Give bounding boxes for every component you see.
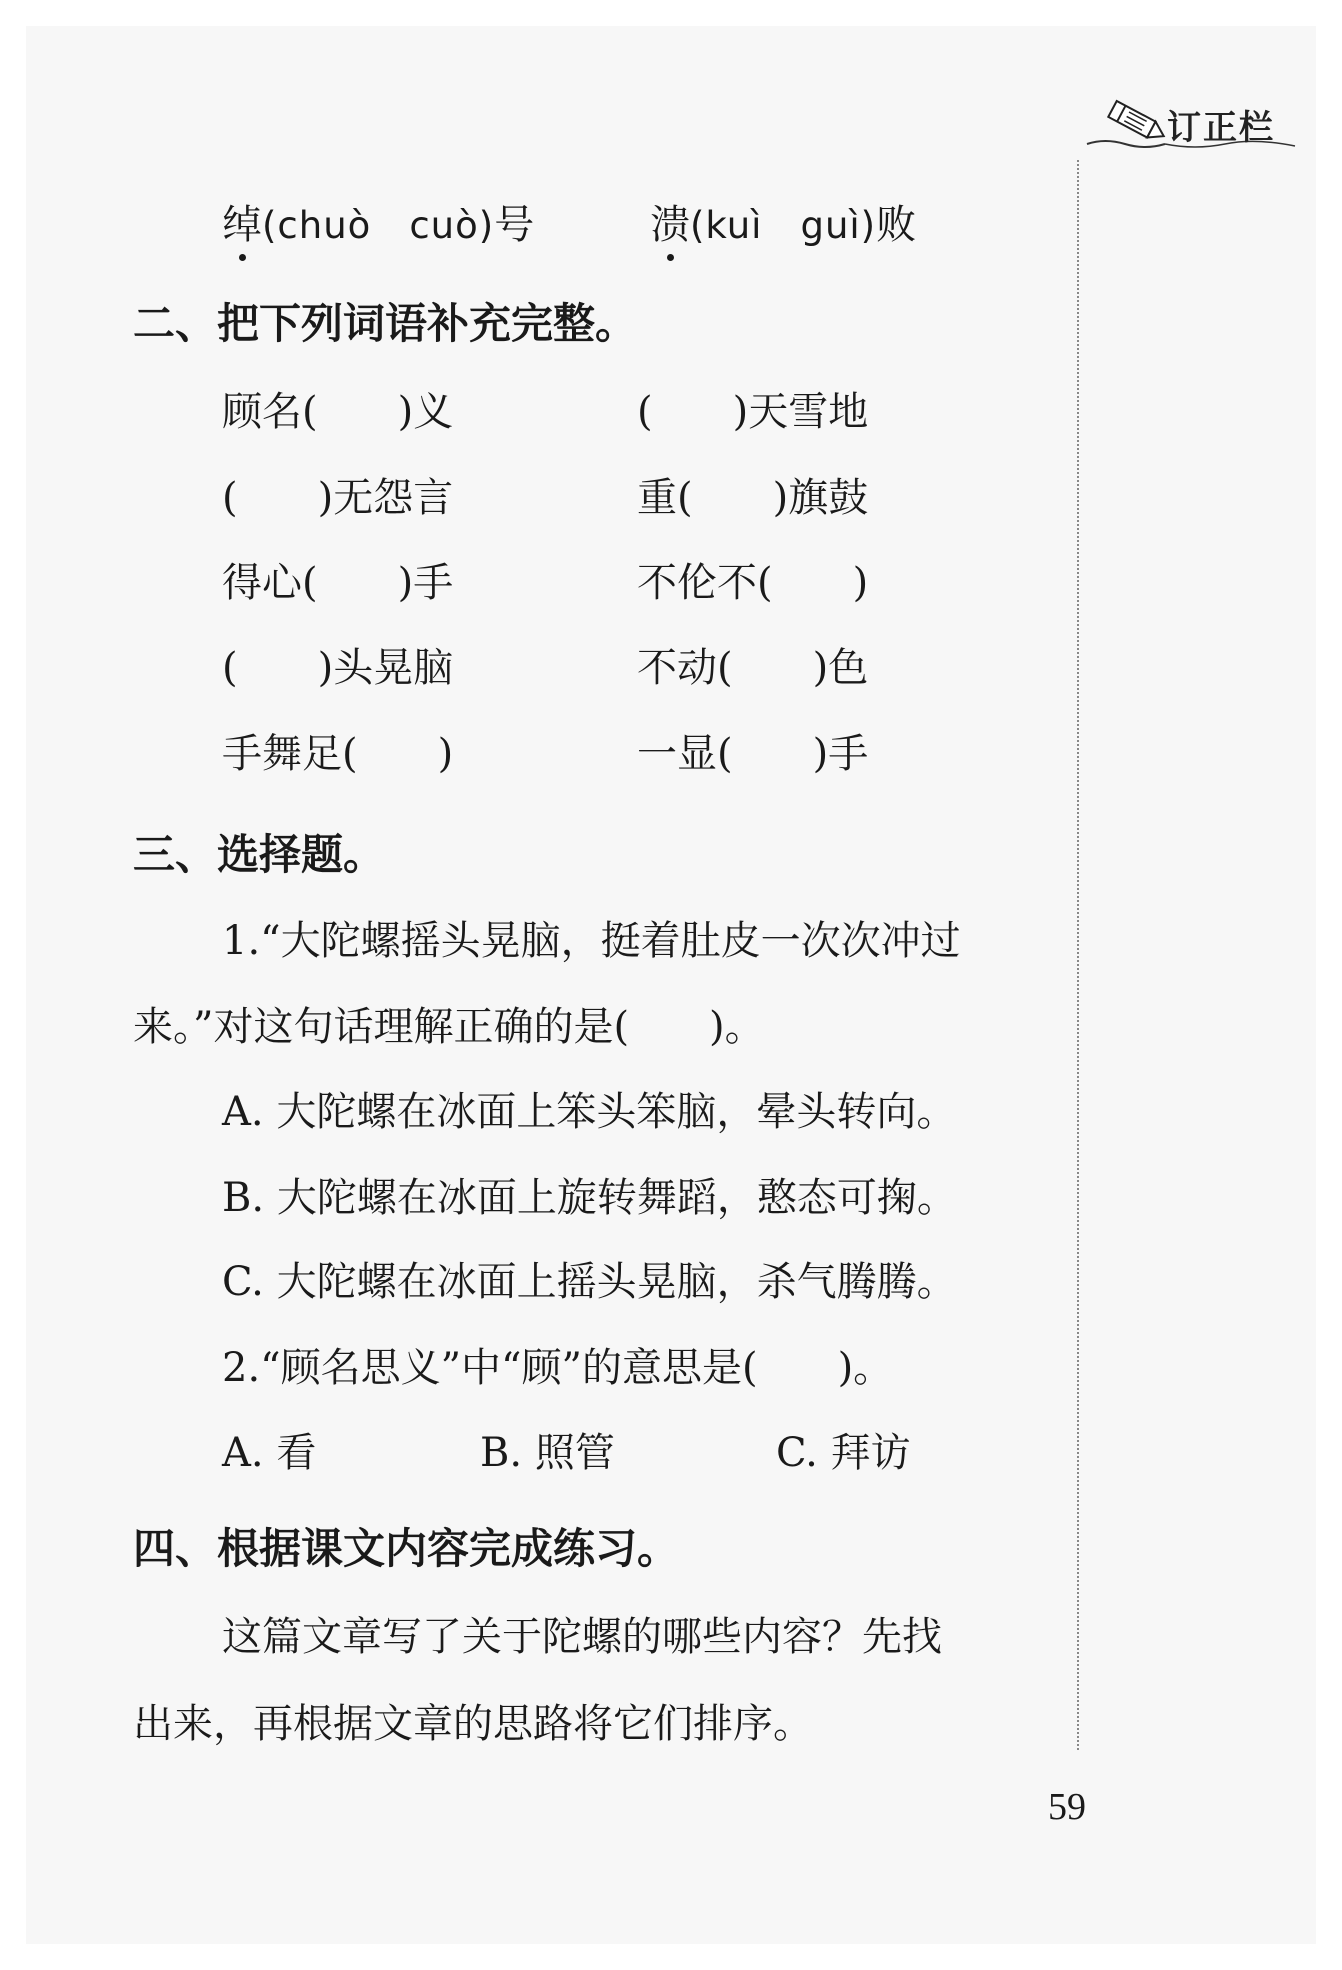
answer-option: C. 拜访 [776,1430,911,1476]
correction-column-title: 订正栏 [1167,108,1275,148]
correction-column-header [1085,92,1315,162]
idiom-item: 重( )旗鼓 [637,475,869,521]
emphasis-char: 溃 [650,202,690,248]
pinyin-options: (chuò cuò) [262,204,495,247]
word-suffix: 败 [876,202,917,248]
idiom-item: 得心( )手 [222,560,454,606]
idiom-item: ( )天雪地 [637,389,869,435]
emphasis-char: 绰 [222,202,262,248]
question-text: 2.“顾名思义”中“顾”的意思是( )。 [222,1345,894,1391]
page-number: 59 [1048,1786,1086,1828]
exercise-text: 出来，再根据文章的思路将它们排序。 [133,1701,813,1747]
question-text: 来。”对这句话理解正确的是( )。 [133,1004,765,1050]
answer-option: A. 大陀螺在冰面上笨头笨脑，晕头转向。 [222,1089,957,1135]
pinyin-options: (kuì guì) [690,204,877,247]
question-text: 1.“大陀螺摇头晃脑，挺着肚皮一次次冲过 [222,918,961,964]
idiom-item: ( )头晃脑 [222,645,454,691]
idiom-item: 顾名( )义 [222,389,454,435]
section-heading: 三、选择题。 [133,830,386,879]
pinyin-choice-line [650,202,917,248]
idiom-item: 一显( )手 [637,731,869,777]
answer-option: A. 看 [222,1430,317,1476]
pinyin-choice-line [222,202,535,248]
answer-option: B. 照管 [480,1430,615,1476]
margin-divider [1077,160,1079,1750]
exercise-text: 这篇文章写了关于陀螺的哪些内容？先找 [222,1614,942,1660]
answer-option: B. 大陀螺在冰面上旋转舞蹈，憨态可掬。 [222,1175,957,1221]
idiom-item: 不伦不( ) [637,560,869,606]
idiom-item: 不动( )色 [637,645,869,691]
idiom-item: 手舞足( ) [222,731,454,777]
idiom-item: ( )无怨言 [222,475,454,521]
section-heading: 四、根据课文内容完成练习。 [133,1524,680,1573]
word-suffix: 号 [494,202,535,248]
answer-option: C. 大陀螺在冰面上摇头晃脑，杀气腾腾。 [222,1259,957,1305]
section-heading: 二、把下列词语补充完整。 [133,299,638,348]
